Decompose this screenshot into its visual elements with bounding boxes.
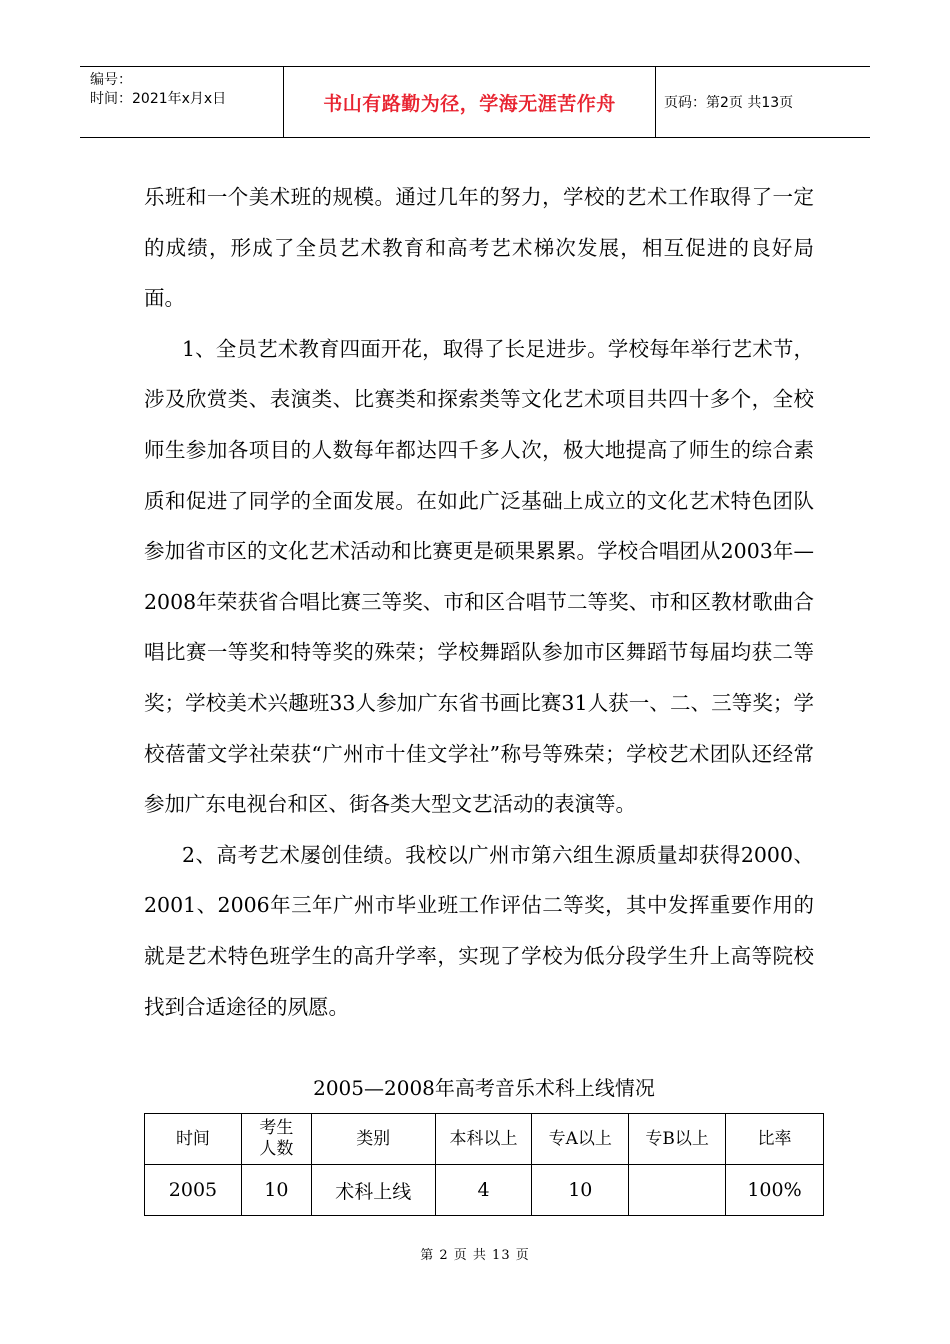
paragraph-art-education: 1、全员艺术教育四面开花，取得了长足进步。学校每年举行艺术节，涉及欣赏类、表演类、比赛类和探索类等文化艺术项目共四十多个，全校师生参加各项目的人数每年都达四千多人次，极大地提高了师生的综合素质和促进了同学的全面发展。在如此广泛基础上成立的文化艺术特色团队参加省市区的文化艺术活动和比赛更是硕果累累。学校合唱团从2003年—2008年荣获省合唱比赛三等奖、市和区合唱节二等奖、市和区教材歌曲合唱比赛一等奖和特等奖的殊荣；学校舞蹈队参加市区舞蹈节每届均获二等奖；学校美术兴趣班33人参加广东省书画比赛31人获一、二、三等奖；学校蓓蕾文学社荣获“广州市十佳文学社”称号等殊荣；学校艺术团队还经常参加广东电视台和区、街各类大型文艺活动的表演等。 xyxy=(144,336,814,817)
paragraph-college-exam: 2、高考艺术屡创佳绩。我校以广州市第六组生源质量却获得2000、2001、2006年三年广州市毕业班工作评估二等奖，其中发挥重要作用的就是艺术特色班学生的高升学率，实现了学校为低分段学生升上高等院校找到合适途径的夙愿。 xyxy=(144,842,814,1019)
header-cell-candidates xyxy=(241,1114,311,1165)
paragraph-continued: 乐班和一个美术班的规模。通过几年的努力，学校的艺术工作取得了一定的成绩，形成了全员艺术教育和高考艺术梯次发展，相互促进的良好局面。 xyxy=(144,185,814,311)
table-header-row xyxy=(145,1114,824,1165)
header-number-label: 编号： xyxy=(90,72,132,88)
header-cell-rate: 比率 xyxy=(726,1114,824,1165)
table-cell: 2005 xyxy=(145,1165,242,1216)
table-cell: 术科上线 xyxy=(311,1165,435,1216)
header-cell-candidates-text: 考生人数 xyxy=(259,1118,294,1159)
table-cell: 10 xyxy=(532,1165,629,1216)
header-cell-category: 类别 xyxy=(311,1114,435,1165)
header-cell-junior-a: 专A以上 xyxy=(532,1114,629,1165)
table-title: 2005—2008年高考音乐术科上线情况 xyxy=(313,1076,655,1100)
header-motto: 书山有路勤为径，学海无涯苦作舟 xyxy=(284,67,656,137)
table-cell: 100% xyxy=(726,1165,824,1216)
page-header xyxy=(80,66,870,138)
page-footer: 第 2 页 共 13 页 xyxy=(420,1248,530,1263)
header-page-info: 页码：第2页 共13页 xyxy=(664,95,794,111)
table-cell xyxy=(629,1165,726,1216)
header-cell-bachelor: 本科以上 xyxy=(435,1114,532,1165)
document-body xyxy=(144,172,814,1032)
header-cell-junior-b: 专B以上 xyxy=(629,1114,726,1165)
table-cell: 10 xyxy=(241,1165,311,1216)
header-time-label: 时间：2021年x月x日 xyxy=(90,91,227,107)
header-meta xyxy=(80,67,284,137)
table-row xyxy=(145,1165,824,1216)
header-cell-time: 时间 xyxy=(145,1114,242,1165)
results-table xyxy=(144,1113,824,1216)
table-cell: 4 xyxy=(435,1165,532,1216)
